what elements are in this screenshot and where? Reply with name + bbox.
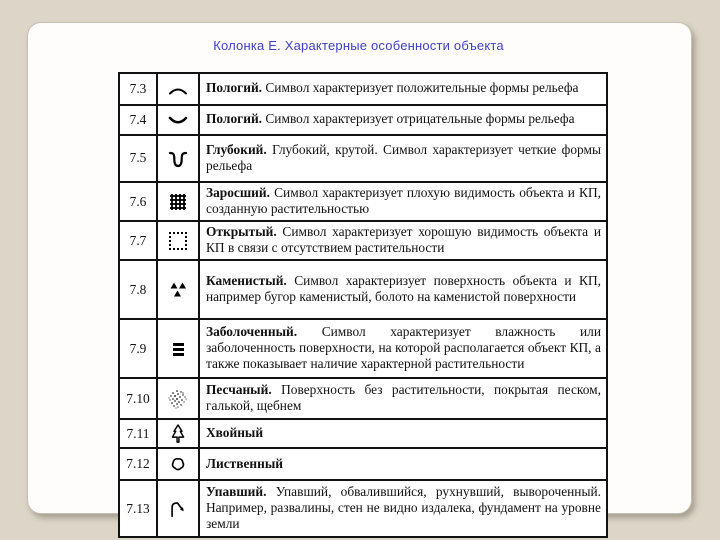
term-description: Символ характеризует поверхность объекта и КП, например бугор каменистый, болото на каменистой поверхности bbox=[206, 273, 601, 305]
table-row bbox=[119, 448, 607, 480]
term-label: Хвойный bbox=[206, 425, 264, 441]
term-description: Символ характеризует влажность или заболоченность поверхности, на которой располагается объект КП, а также показывает наличие характерной растительности bbox=[206, 324, 601, 372]
row-number: 7.12 bbox=[119, 448, 157, 480]
deciduous-tree-icon bbox=[168, 455, 188, 470]
term-description: Символ характеризует положительные формы рельефа bbox=[265, 80, 579, 96]
term-label: Открытый. bbox=[206, 224, 277, 240]
row-number: 7.4 bbox=[119, 105, 157, 135]
row-number: 7.10 bbox=[119, 378, 157, 419]
table-row bbox=[119, 260, 607, 319]
term-label: Заболоченный. bbox=[206, 324, 298, 340]
row-number: 7.5 bbox=[119, 135, 157, 182]
term-description: Символ характеризует хорошую видимость объекта и КП в связи с отсутствием растительности bbox=[206, 224, 601, 256]
symbol-cell bbox=[157, 221, 199, 260]
arc-up-icon bbox=[166, 81, 190, 96]
term-label: Лиственный bbox=[206, 455, 283, 471]
feature-table-body bbox=[119, 73, 607, 537]
open-dotted-square-icon bbox=[169, 232, 187, 247]
description-cell bbox=[199, 448, 607, 480]
table-row bbox=[119, 182, 607, 221]
table-row bbox=[119, 105, 607, 135]
row-number: 7.7 bbox=[119, 221, 157, 260]
table-row bbox=[119, 319, 607, 378]
symbol-cell bbox=[157, 73, 199, 105]
description-cell bbox=[199, 105, 607, 135]
description-cell bbox=[199, 73, 607, 105]
conifer-tree-icon bbox=[169, 425, 187, 440]
fallen-arrow-icon bbox=[168, 500, 188, 515]
term-label: Глубокий. bbox=[206, 141, 267, 157]
term-label: Каменистый. bbox=[206, 273, 287, 289]
description-cell bbox=[199, 480, 607, 537]
symbol-cell bbox=[157, 135, 199, 182]
row-number: 7.9 bbox=[119, 319, 157, 378]
symbol-cell bbox=[157, 419, 199, 448]
table-row bbox=[119, 378, 607, 419]
marshy-lines-icon bbox=[173, 340, 184, 355]
table-row bbox=[119, 419, 607, 448]
page-title: Колонка Е. Характерные особенности объекта bbox=[213, 38, 504, 53]
row-number: 7.3 bbox=[119, 73, 157, 105]
arc-down-icon bbox=[166, 112, 190, 127]
row-number: 7.6 bbox=[119, 182, 157, 221]
term-label: Песчаный. bbox=[206, 382, 272, 398]
feature-table bbox=[118, 72, 608, 538]
term-description: Упавший, обвалившийся, рухнувший, вывороченный. Например, развалины, стен не видно издалека, фундамент на уровне земли bbox=[206, 484, 601, 532]
table-row bbox=[119, 480, 607, 537]
table-row bbox=[119, 73, 607, 105]
sandy-dots-icon bbox=[167, 390, 189, 405]
term-description: Символ характеризует отрицательные формы рельефа bbox=[265, 111, 575, 127]
row-number: 7.11 bbox=[119, 419, 157, 448]
symbol-cell bbox=[157, 319, 199, 378]
description-cell bbox=[199, 135, 607, 182]
row-number: 7.13 bbox=[119, 480, 157, 537]
symbol-cell bbox=[157, 448, 199, 480]
term-description: Символ характеризует плохую видимость объекта и КП, созданную растительностью bbox=[206, 185, 601, 217]
symbol-cell bbox=[157, 182, 199, 221]
description-cell bbox=[199, 182, 607, 221]
description-cell bbox=[199, 260, 607, 319]
symbol-cell bbox=[157, 378, 199, 419]
table-row bbox=[119, 135, 607, 182]
term-label: Упавший. bbox=[206, 484, 267, 500]
row-number: 7.8 bbox=[119, 260, 157, 319]
stony-triangles-icon bbox=[168, 281, 188, 296]
description-cell bbox=[199, 419, 607, 448]
overgrown-grid-icon bbox=[168, 193, 188, 208]
table-row bbox=[119, 221, 607, 260]
term-label: Пологий. bbox=[206, 80, 263, 96]
term-label: Заросший. bbox=[206, 185, 270, 200]
term-label: Пологий. bbox=[206, 111, 263, 127]
deep-gully-icon bbox=[167, 150, 189, 165]
description-cell bbox=[199, 221, 607, 260]
symbol-cell bbox=[157, 480, 199, 537]
symbol-cell bbox=[157, 260, 199, 319]
description-cell bbox=[199, 378, 607, 419]
symbol-cell bbox=[157, 105, 199, 135]
description-cell bbox=[199, 319, 607, 378]
term-description: Глубокий, крутой. Символ характеризует четкие формы рельефа bbox=[206, 141, 601, 173]
term-description: Поверхность без растительности, покрытая песком, галькой, щебнем bbox=[206, 382, 601, 414]
